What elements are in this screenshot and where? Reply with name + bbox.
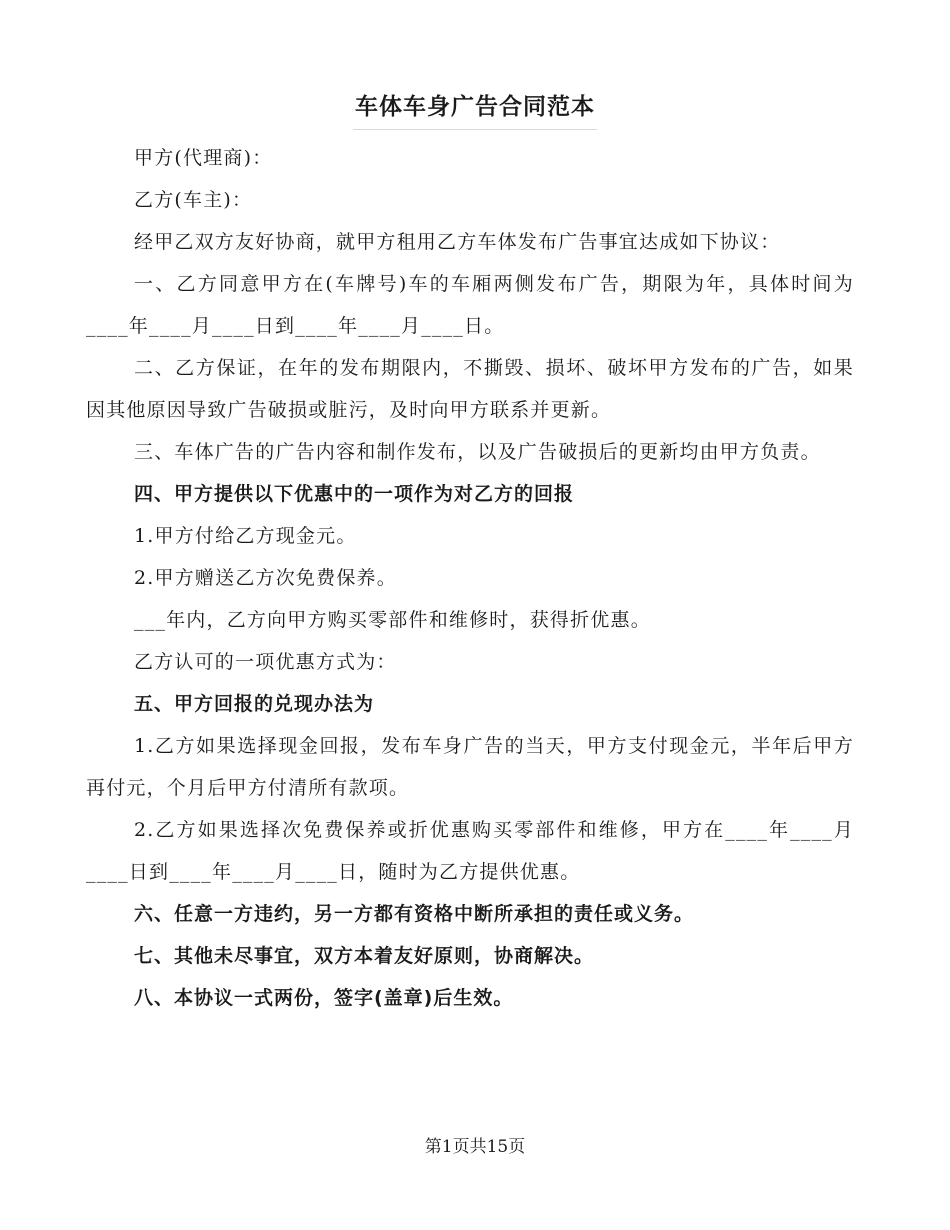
paragraph-redeem-1: 1.乙方如果选择现金回报，发布车身广告的当天，甲方支付现金元，半年后甲方再付元，个月后甲方付清所有款项。 — [86, 735, 854, 799]
heading-clause-5: 五、甲方回报的兑现办法为 — [134, 693, 375, 715]
paragraph-clause-1: 一、乙方同意甲方在(车牌号)车的车厢两侧发布广告，期限为年，具体时间为____年____月____日到____年____月____日。 — [86, 273, 854, 337]
paragraph-party-b: 乙方(车主)： — [134, 189, 253, 211]
paragraph-clause-3: 三、车体广告的广告内容和制作发布，以及广告破损后的更新均由甲方负责。 — [134, 441, 821, 463]
paragraph-party-a: 甲方(代理商)： — [134, 147, 273, 169]
heading-clause-4: 四、甲方提供以下优惠中的一项作为对乙方的回报 — [134, 483, 575, 505]
document-body — [86, 137, 854, 1019]
heading-clause-6: 六、任意一方违约，另一方都有资格中断所承担的责任或义务。 — [134, 903, 695, 925]
heading-clause-7: 七、其他未尽事宜，双方本着友好原则，协商解决。 — [134, 945, 595, 967]
paragraph-redeem-2: 2.乙方如果选择次免费保养或折优惠购买零部件和维修，甲方在____年____月____日到____年____月____日，随时为乙方提供优惠。 — [86, 819, 854, 883]
page-number-footer: 第1页共15页 — [424, 1137, 526, 1157]
paragraph-clause-2: 二、乙方保证，在年的发布期限内，不撕毁、损坏、破坏甲方发布的广告，如果因其他原因导致广告破损或脏污，及时向甲方联系并更新。 — [86, 357, 854, 421]
heading-clause-8: 八、本协议一式两份，签字(盖章)后生效。 — [134, 987, 514, 1009]
title-container — [0, 88, 950, 130]
paragraph-option-2: 2.甲方赠送乙方次免费保养。 — [134, 567, 397, 589]
paragraph-option-1: 1.甲方付给乙方现金元。 — [134, 525, 357, 547]
paragraph-intro: 经甲乙双方友好协商，就甲方租用乙方车体发布广告事宜达成如下协议： — [134, 231, 781, 253]
document-title: 车体车身广告合同范本 — [353, 88, 597, 130]
paragraph-chosen-option: 乙方认可的一项优惠方式为： — [134, 651, 397, 673]
paragraph-option-3: ___年内，乙方向甲方购买零部件和维修时，获得折优惠。 — [134, 609, 651, 631]
